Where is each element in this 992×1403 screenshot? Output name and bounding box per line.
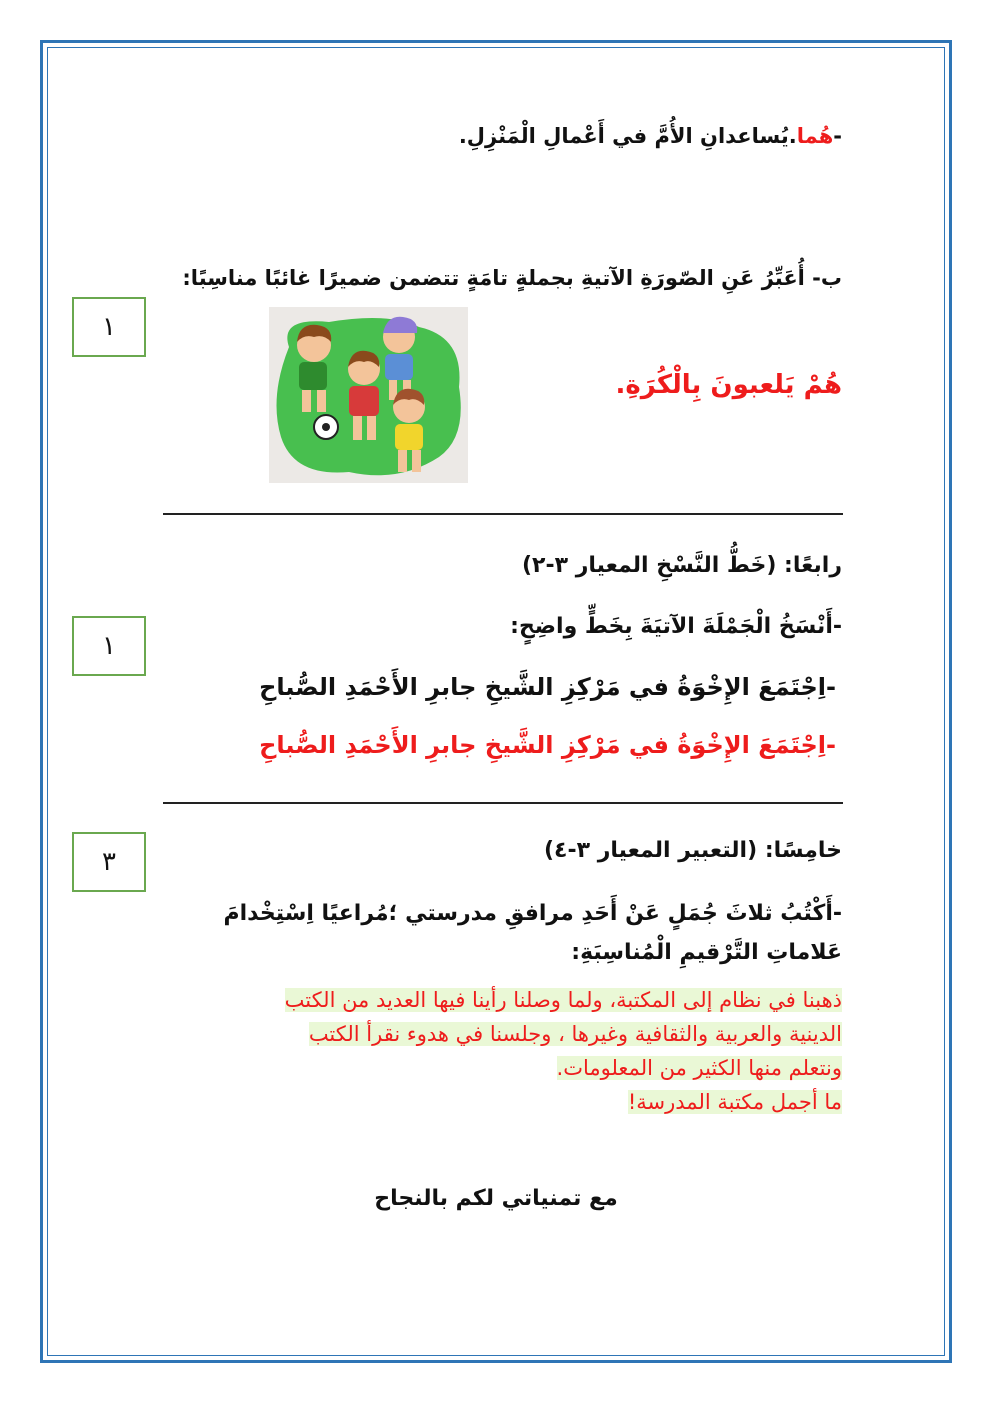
essay-line: ما أجمل مكتبة المدرسة! — [627, 1090, 842, 1114]
section-4-heading: رابعًا: (خَطُّ النَّسْخِ المعيار ٣-٢) — [521, 553, 842, 578]
essay-line: ونتعلم منها الكثير من المعلومات. — [556, 1056, 842, 1080]
section-b-prompt: ب- أُعَبِّرُ عَنِ الصّورَةِ الآتيةِ بجملةٍ تامَةٍ تتضمن ضميرًا غائبًا مناسِبًا: — [182, 266, 842, 290]
essay-line: الدينية والعربية والثقافية وغيرها ، وجلسنا في هدوء نقرأ الكتب — [308, 1022, 842, 1046]
answer-pronoun: هُما — [796, 124, 834, 148]
section-5-heading: خامِسًا: (التعبير المعيار ٣-٤) — [543, 838, 842, 863]
answer-dash: - — [833, 124, 842, 148]
football-picture-icon — [269, 307, 468, 483]
copied-sentence-answer: -اِجْتَمَعَ الإِخْوَةُ في مَرْكِزِ الشَّيخِ جابرِ الأَحْمَدِ الصُّباحِ — [259, 731, 836, 759]
score-box-5: ٣ — [72, 832, 146, 892]
essay-line: ذهبنا في نظام إلى المكتبة، ولما وصلنا رأينا فيها العديد من الكتب — [284, 988, 842, 1012]
divider-1 — [163, 513, 843, 515]
divider-2 — [163, 802, 843, 804]
essay-answer — [285, 983, 842, 1119]
section-5-instruction-line-1: -أَكْتُبُ ثلاثَ جُمَلٍ عَنْ أَحَدِ مرافقِ مدرستي ؛مُراعيًا اِسْتِخْدامَ — [223, 901, 842, 926]
score-box-4: ١ — [72, 616, 146, 676]
children-playing-football-illustration — [269, 307, 468, 483]
closing-wishes: مع تمنياتي لكم بالنجاح — [374, 1186, 618, 1211]
section-5-instruction-line-2: عَلاماتِ التَّرْقيمِ الْمُناسِبَةِ: — [571, 940, 842, 965]
page-border-inner — [47, 47, 945, 1356]
answer-sentence: .يُساعدانِ الأُمَّ في أَعْمالِ الْمَنْزِلِ. — [458, 124, 797, 148]
section-4-instruction: -أَنْسَخُ الْجَمْلَةَ الآتيَةَ بِخَطٍّ واضِحٍ: — [510, 614, 842, 639]
pronoun-answer-line — [459, 124, 842, 148]
score-box-b: ١ — [72, 297, 146, 357]
section-b-answer: هُمْ يَلعبونَ بِالْكُرَةِ. — [615, 370, 842, 400]
copy-sentence: -اِجْتَمَعَ الإِخْوَةُ في مَرْكِزِ الشَّيخِ جابرِ الأَحْمَدِ الصُّباحِ — [259, 673, 836, 701]
